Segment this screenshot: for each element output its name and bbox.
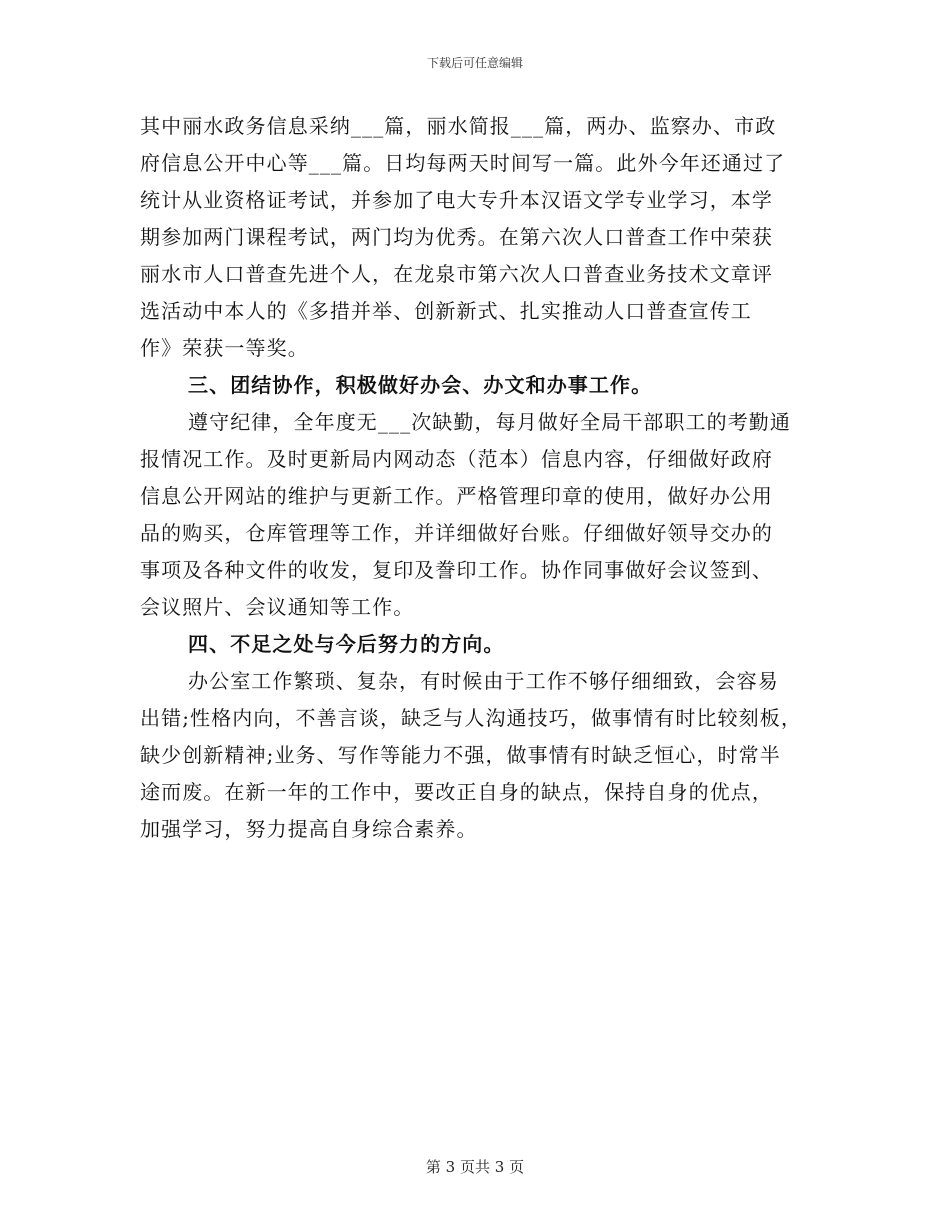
section-heading: 四、不足之处与今后努力的方向。 bbox=[188, 632, 505, 656]
text-line: 作》荣获一等奖。 bbox=[140, 336, 309, 360]
text-line: 出错;性格内向，不善言谈，缺乏与人沟通技巧，做事情有时比较刻板， bbox=[140, 706, 802, 730]
document-body bbox=[140, 108, 812, 848]
section-heading: 三、团结协作，积极做好办会、办文和办事工作。 bbox=[188, 373, 653, 397]
text-line: 统计从业资格证考试，并参加了电大专升本汉语文学专业学习，本学 bbox=[140, 188, 773, 212]
text-line: 办公室工作繁琐、复杂，有时候由于工作不够仔细细致，会容易 bbox=[188, 669, 779, 693]
text-line: 报情况工作。及时更新局内网动态（范本）信息内容，仔细做好政府 bbox=[140, 447, 773, 471]
text-line: 事项及各种文件的收发，复印及誊印工作。协作同事做好会议签到、 bbox=[140, 558, 773, 582]
text-line: 会议照片、会议通知等工作。 bbox=[140, 595, 415, 619]
paragraph bbox=[140, 663, 812, 848]
page-header: 下载后可任意编辑 bbox=[426, 56, 523, 70]
text-line: 府信息公开中心等___篇。日均每两天时间写一篇。此外今年还通过了 bbox=[140, 151, 786, 175]
text-line: 丽水市人口普查先进个人，在龙泉市第六次人口普查业务技术文章评 bbox=[140, 262, 773, 286]
text-line: 信息公开网站的维护与更新工作。严格管理印章的使用，做好办公用 bbox=[140, 484, 773, 508]
text-line: 选活动中本人的《多措并举、创新新式、扎实推动人口普查宣传工 bbox=[140, 299, 752, 323]
text-line: 遵守纪律，全年度无___次缺勤，每月做好全局干部职工的考勤通 bbox=[188, 410, 791, 434]
text-line: 加强学习，努力提高自身综合素养。 bbox=[140, 817, 478, 841]
paragraph bbox=[140, 108, 812, 367]
text-line: 品的购买，仓库管理等工作，并详细做好台账。仔细做好领导交办的 bbox=[140, 521, 773, 545]
paragraph bbox=[140, 404, 812, 626]
text-line: 缺少创新精神;业务、写作等能力不强，做事情有时缺乏恒心，时常半 bbox=[140, 743, 781, 767]
text-line: 途而废。在新一年的工作中，要改正自身的缺点，保持自身的优点， bbox=[140, 780, 773, 804]
page-footer: 第 3 页共 3 页 bbox=[425, 1158, 525, 1176]
text-line: 期参加两门课程考试，两门均为优秀。在第六次人口普查工作中荣获 bbox=[140, 225, 773, 249]
text-line: 其中丽水政务信息采纳___篇，丽水简报___篇，两办、监察办、市政 bbox=[140, 114, 777, 138]
